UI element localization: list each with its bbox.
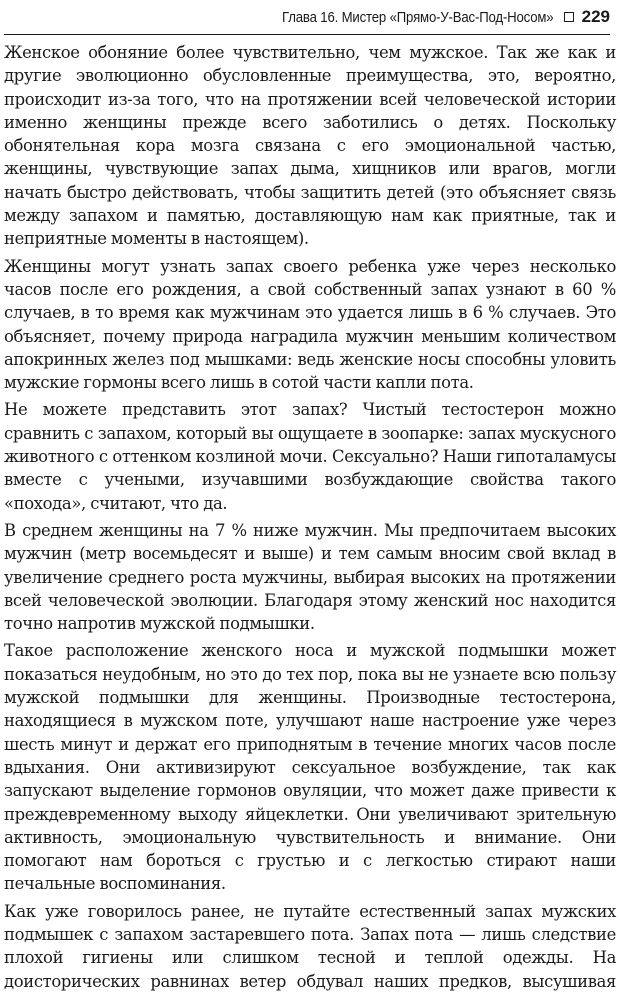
body-text: [4, 41, 616, 993]
paragraph: Как уже говорилось ранее, не путайте естественный запах мужских подмышек с запахом застаревшего пота. Запах пота — лишь следствие плохой гигиены или слишком тесной и теплой одежды. На доисторических равнинах ветер обдувал наших предков, высушивая: [4, 901, 616, 991]
square-outline-icon: [564, 12, 574, 22]
page-number: 229: [581, 7, 610, 26]
paragraph: Женщины могут узнать запах своего ребенка уже через несколько часов после его рождения, а свой собственный запах узнают в 60 % случаев, в то время как мужчинам это удается лишь в 6 % случаев. Это объясняет, почему природа наградила мужчин меньшим количеством апокринных желез под мышками: ведь женские носы способны уловить мужские гормоны всего лишь в сотой части капли пота.: [4, 256, 616, 393]
paragraph: Такое расположение женского носа и мужской подмышки может показаться неудобным, но это до тех пор, пока вы не узнаете всю пользу мужской подмышки для женщины. Производные тестостерона, находящиеся в мужском поте, улучшают наше настроение уже через шесть минут и держат его приподнятым в течение многих часов после вдыхания. Они активизируют сексуальное возбуждение, так как запускают выделение гормонов овуляции, что может даже привести к преждевременному выходу яйцеклетки. Они увеличивают зрительную активность, эмоциональную чувствительность и внимание. Они помогают нам бороться с грустью и с легкостью стирают наши печальные воспоминания.: [4, 641, 616, 894]
paragraph: В среднем женщины на 7 % ниже мужчин. Мы предпочитаем высоких мужчин (метр восемьдесят и выше) и тем самым вносим свой вклад в увеличение среднего роста мужчины, выбирая высоких на протяжении всей человеческой эволюции. Благодаря этому женский нос находится точно напротив мужской подмышки.: [4, 520, 616, 634]
chapter-title: Глава 16. Мистер «Прямо-У-Вас-Под-Носом»: [282, 8, 554, 26]
paragraph: Не можете представить этот запах? Чистый тестостерон можно сравнить с запахом, который вы ощущаете в зоопарке: запах мускусного животного с оттенком козлиной мочи. Сексуально? Наши гипоталамусы вместе с учеными, изучавшими возбуждающие свойства такого «похода», считают, что да.: [4, 400, 616, 513]
paragraph: Женское обоняние более чувствительно, чем мужское. Так же как и другие эволюционно обусловленные преимущества, это, вероятно, происходит из-за того, что на протяжении всей человеческой истории именно женщины прежде всего заботились о детях. Поскольку обонятельная кора мозга связана с его эмоциональной частью, женщины, чувствующие запах дыма, хищников или врагов, могли начать быстро действовать, чтобы защитить детей (это объясняет связь между запахом и памятью, доставляющую нам как приятные, так и неприятные моменты в настоящем).: [4, 43, 616, 249]
running-header: [4, 0, 610, 35]
